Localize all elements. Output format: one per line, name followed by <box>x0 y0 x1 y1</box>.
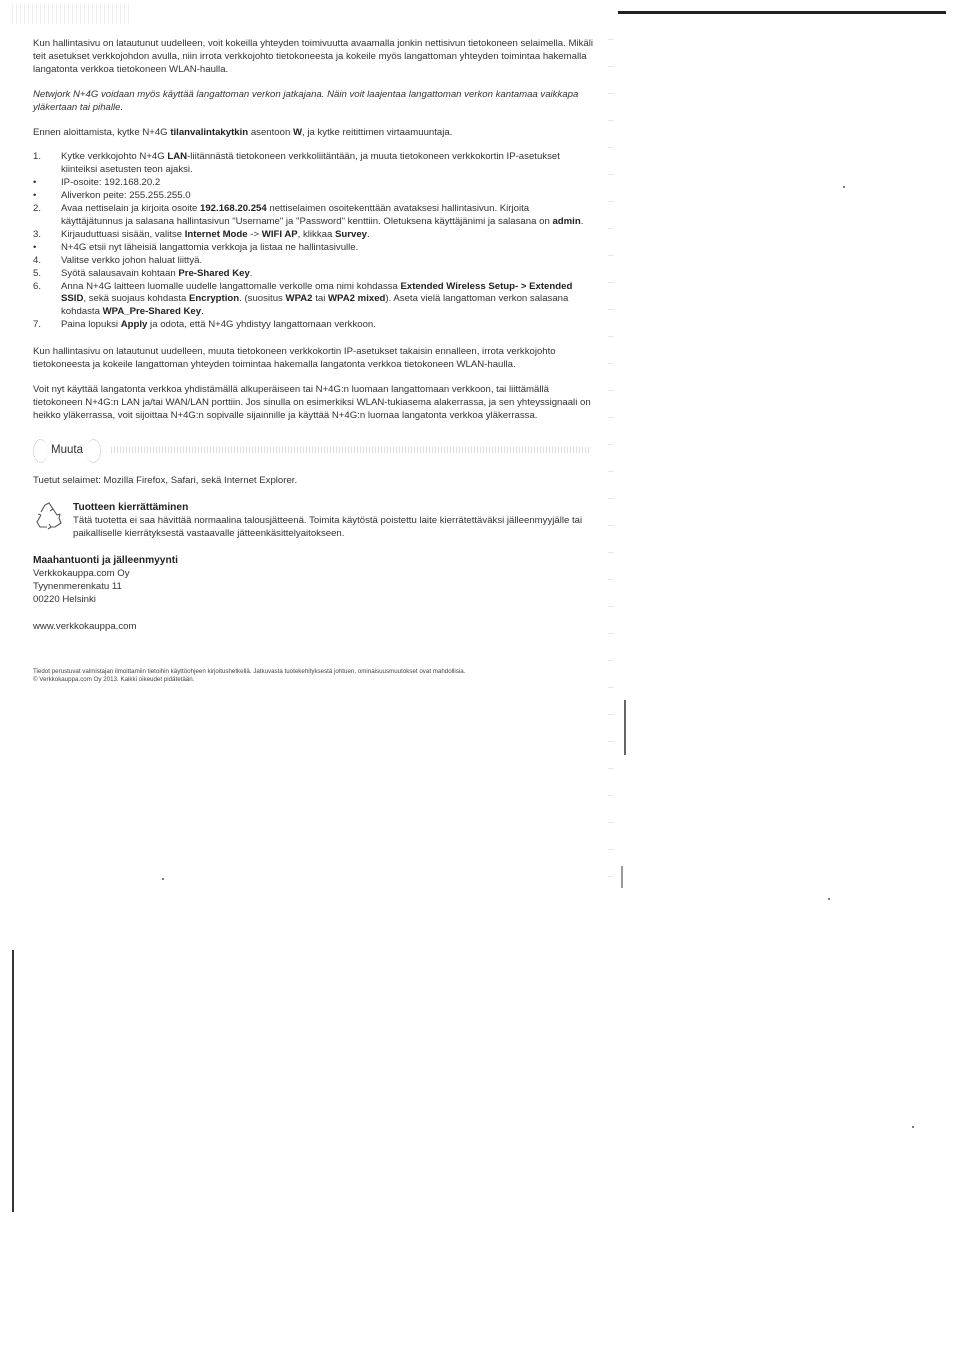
recycling-text-block <box>73 502 593 542</box>
step-text: . <box>366 228 370 240</box>
step-text: . <box>201 306 204 318</box>
step-text: Anna N+4G laitteen luomalle uudelle langattomalle verkolle oma nimi kohdassa <box>61 280 401 292</box>
scan-fold-line <box>608 30 614 890</box>
step-text: . (suositus <box>239 293 286 305</box>
section-title: Muuta <box>31 437 103 463</box>
step-marker: 2. <box>33 203 42 215</box>
importer-block <box>33 555 593 607</box>
setup-step <box>33 268 593 281</box>
importer-title: Maahantuonti ja jälleenmyynti <box>33 555 178 567</box>
step-text: Avaa nettiselain ja kirjoita osoite <box>61 203 201 215</box>
text-span: asentoon <box>248 126 293 138</box>
setup-steps-list <box>33 151 593 332</box>
step-text: ). Aseta vielä langattoman verkon salasana kohdasta <box>61 293 569 318</box>
scan-dot <box>828 898 830 900</box>
step-text: , sekä suojaus kohdasta <box>83 293 190 305</box>
step-marker: • <box>33 241 37 253</box>
step-emphasis: LAN <box>167 151 188 163</box>
before-start-paragraph <box>33 127 593 140</box>
step-emphasis: WPA2 mixed <box>328 293 386 305</box>
supported-browsers: Tuetut selaimet: Mozilla Firefox, Safari, sekä Internet Explorer. <box>33 474 298 486</box>
scan-dot <box>843 186 845 188</box>
section-header <box>31 435 593 465</box>
usage-paragraph: Voit nyt käyttää langatonta verkkoa yhdistämällä alkuperäiseen tai N+4G:n luomaan langattomaan verkkoon, tai liittämällä tietokoneen N+4G:n LAN ja/tai WAN/LAN porttiin. Jos sinulla on esimerkiksi WLAN-tukiasema alakerrassa, ja sen yhteyssignaali on heikko yläkerrassa, voit sijoittaa N+4G:n sopivalle sijainnille ja käyttää N+4G:n luomaa langatonta verkkoa yläkerrassa. <box>33 383 591 421</box>
step-marker: • <box>33 190 37 202</box>
setup-step <box>33 281 593 320</box>
step-marker: 7. <box>33 319 42 331</box>
step-text: nettiselaimen osoitekenttään avataksesi hallintasivun. Kirjoita käyttäjätunnus ja salasana hallintasivun "Username" ja "Password" kenttiin. Oletuksena käyttäjänimi ja salasana on <box>61 203 553 227</box>
step-emphasis: Extended Wireless Setup- > Extended SSID <box>61 280 573 305</box>
step-emphasis: Pre-Shared Key <box>178 267 250 279</box>
step-text: IP-osoite: 192.168.20.2 <box>61 177 161 189</box>
step-emphasis: Apply <box>120 319 148 331</box>
scan-mark <box>621 866 623 888</box>
scan-mark <box>624 700 626 755</box>
step-marker: 4. <box>33 254 42 266</box>
setup-step <box>33 203 593 229</box>
importer-street: Tyynenmerenkatu 11 <box>33 581 122 593</box>
scan-dot <box>162 878 164 880</box>
setup-step <box>33 229 593 242</box>
step-emphasis: WIFI AP <box>261 228 298 240</box>
scan-dot <box>912 1126 914 1128</box>
recycling-text: Tätä tuotetta ei saa hävittää normaalina talousjätteenä. Toimita käytöstä poistettu laite kierrätettäväksi jälleenmyyjälle tai paikalliselle kierrätyksestä vastaavalle jätteenkäsittelyaitokseen. <box>73 515 583 540</box>
intro-paragraph: Kun hallintasivu on latautunut uudelleen, voit kokeilla yhteyden toimivuutta avaamalla jonkin nettisivun tietokoneen selaimella. Mikäli teit asetukset verkkojohdon avulla, niin irrota verkkojohto tietokoneesta ja kokeile myös langattoman yhteyden toimintaa hakemalla langatonta verkkoa tietokoneen WLAN-haulla. <box>33 38 593 75</box>
step-marker: 5. <box>33 267 42 279</box>
step-text: Aliverkon peite: 255.255.255.0 <box>61 190 191 202</box>
step-text: Kirjauduttuasi sisään, valitse <box>61 228 185 240</box>
left-edge-rule <box>12 950 14 1212</box>
recycling-section <box>33 502 593 542</box>
step-text: N+4G etsii nyt läheisiä langattomia verkkoja ja listaa ne hallintasivulle. <box>61 241 359 253</box>
footnote-disclaimer: Tiedot perustuvat valmistajan ilmoittamiin tietoihin käyttöohjeen kirjoitushetkellä. Jatkuvasta tuotekehityksestä johtuen, ominaisuusmuutokset ovat mahdollisia. <box>33 667 466 675</box>
step-marker: • <box>33 177 37 189</box>
importer-name: Verkkokauppa.com Oy <box>33 568 130 580</box>
step-text: -liitännästä tietokoneen verkkoliitäntään, ja muuta tietokoneen verkkokortin IP-asetukset kiinteiksi asetusten teon ajaksi. <box>61 151 560 176</box>
step-emphasis: Internet Mode <box>184 228 248 240</box>
setup-step <box>33 151 593 177</box>
after-setup-paragraph: Kun hallintasivu on latautunut uudelleen, muuta tietokoneen verkkokortin IP-asetukset takaisin ennalleen, irrota verkkojohto tietokoneesta ja kokeile langattoman yhteyden toimintaa hakemalla langatonta verkkoa tietokoneen WLAN-haulla. <box>33 346 556 371</box>
recycling-title: Tuotteen kierrättäminen <box>73 501 189 513</box>
top-edge-rule <box>618 11 946 14</box>
step-emphasis: WPA_Pre-Shared Key <box>102 306 202 318</box>
setup-step <box>33 190 593 203</box>
step-text: Paina lopuksi <box>61 319 121 331</box>
step-marker: 1. <box>33 151 42 163</box>
document-body <box>33 38 593 685</box>
step-emphasis: Encryption <box>189 293 240 305</box>
setup-step <box>33 255 593 268</box>
extender-note: Netwjork N+4G voidaan myös käyttää langattoman verkon jatkajana. Näin voit laajentaa langattoman verkon kantamaa vaikkapa yläkertaan tai pihalle. <box>33 88 579 113</box>
step-text: . <box>249 267 253 279</box>
step-text: Valitse verkko johon haluat liittyä. <box>61 254 203 266</box>
mode-switch-label: tilanvalintakytkin <box>170 126 249 138</box>
website-link[interactable]: www.verkkokauppa.com <box>33 620 137 632</box>
step-emphasis: admin <box>552 215 581 227</box>
step-text: , klikkaa <box>297 228 335 240</box>
footnote-copyright: © Verkkokauppa.com Oy 2013. Kaikki oikeudet pidätetään. <box>33 676 195 684</box>
step-text: -> <box>247 228 262 240</box>
step-text: ja odota, että N+4G yhdistyy langattomaan verkkoon. <box>147 319 376 331</box>
footnote <box>33 668 593 685</box>
step-marker: 3. <box>33 228 42 240</box>
step-emphasis: WPA2 <box>285 293 313 305</box>
step-text: Syötä salausavain kohtaan <box>61 267 179 279</box>
text-span: Ennen aloittamista, kytke N+4G <box>33 126 171 138</box>
step-text: Kytke verkkojohto N+4G <box>61 151 168 163</box>
step-emphasis: Survey <box>334 228 367 240</box>
text-span: , ja kytke reitittimen virtaamuuntaja. <box>302 126 453 138</box>
step-emphasis: 192.168.20.254 <box>200 203 267 215</box>
step-text: . <box>580 215 584 227</box>
mode-position-label: W <box>292 126 303 138</box>
importer-city: 00220 Helsinki <box>33 594 96 605</box>
setup-step <box>33 319 593 332</box>
scan-noise <box>12 4 132 24</box>
step-marker: 6. <box>33 280 42 292</box>
step-text: tai <box>312 293 328 305</box>
setup-step <box>33 177 593 190</box>
setup-step <box>33 242 593 255</box>
section-divider <box>111 447 591 453</box>
recycle-icon <box>33 502 73 542</box>
